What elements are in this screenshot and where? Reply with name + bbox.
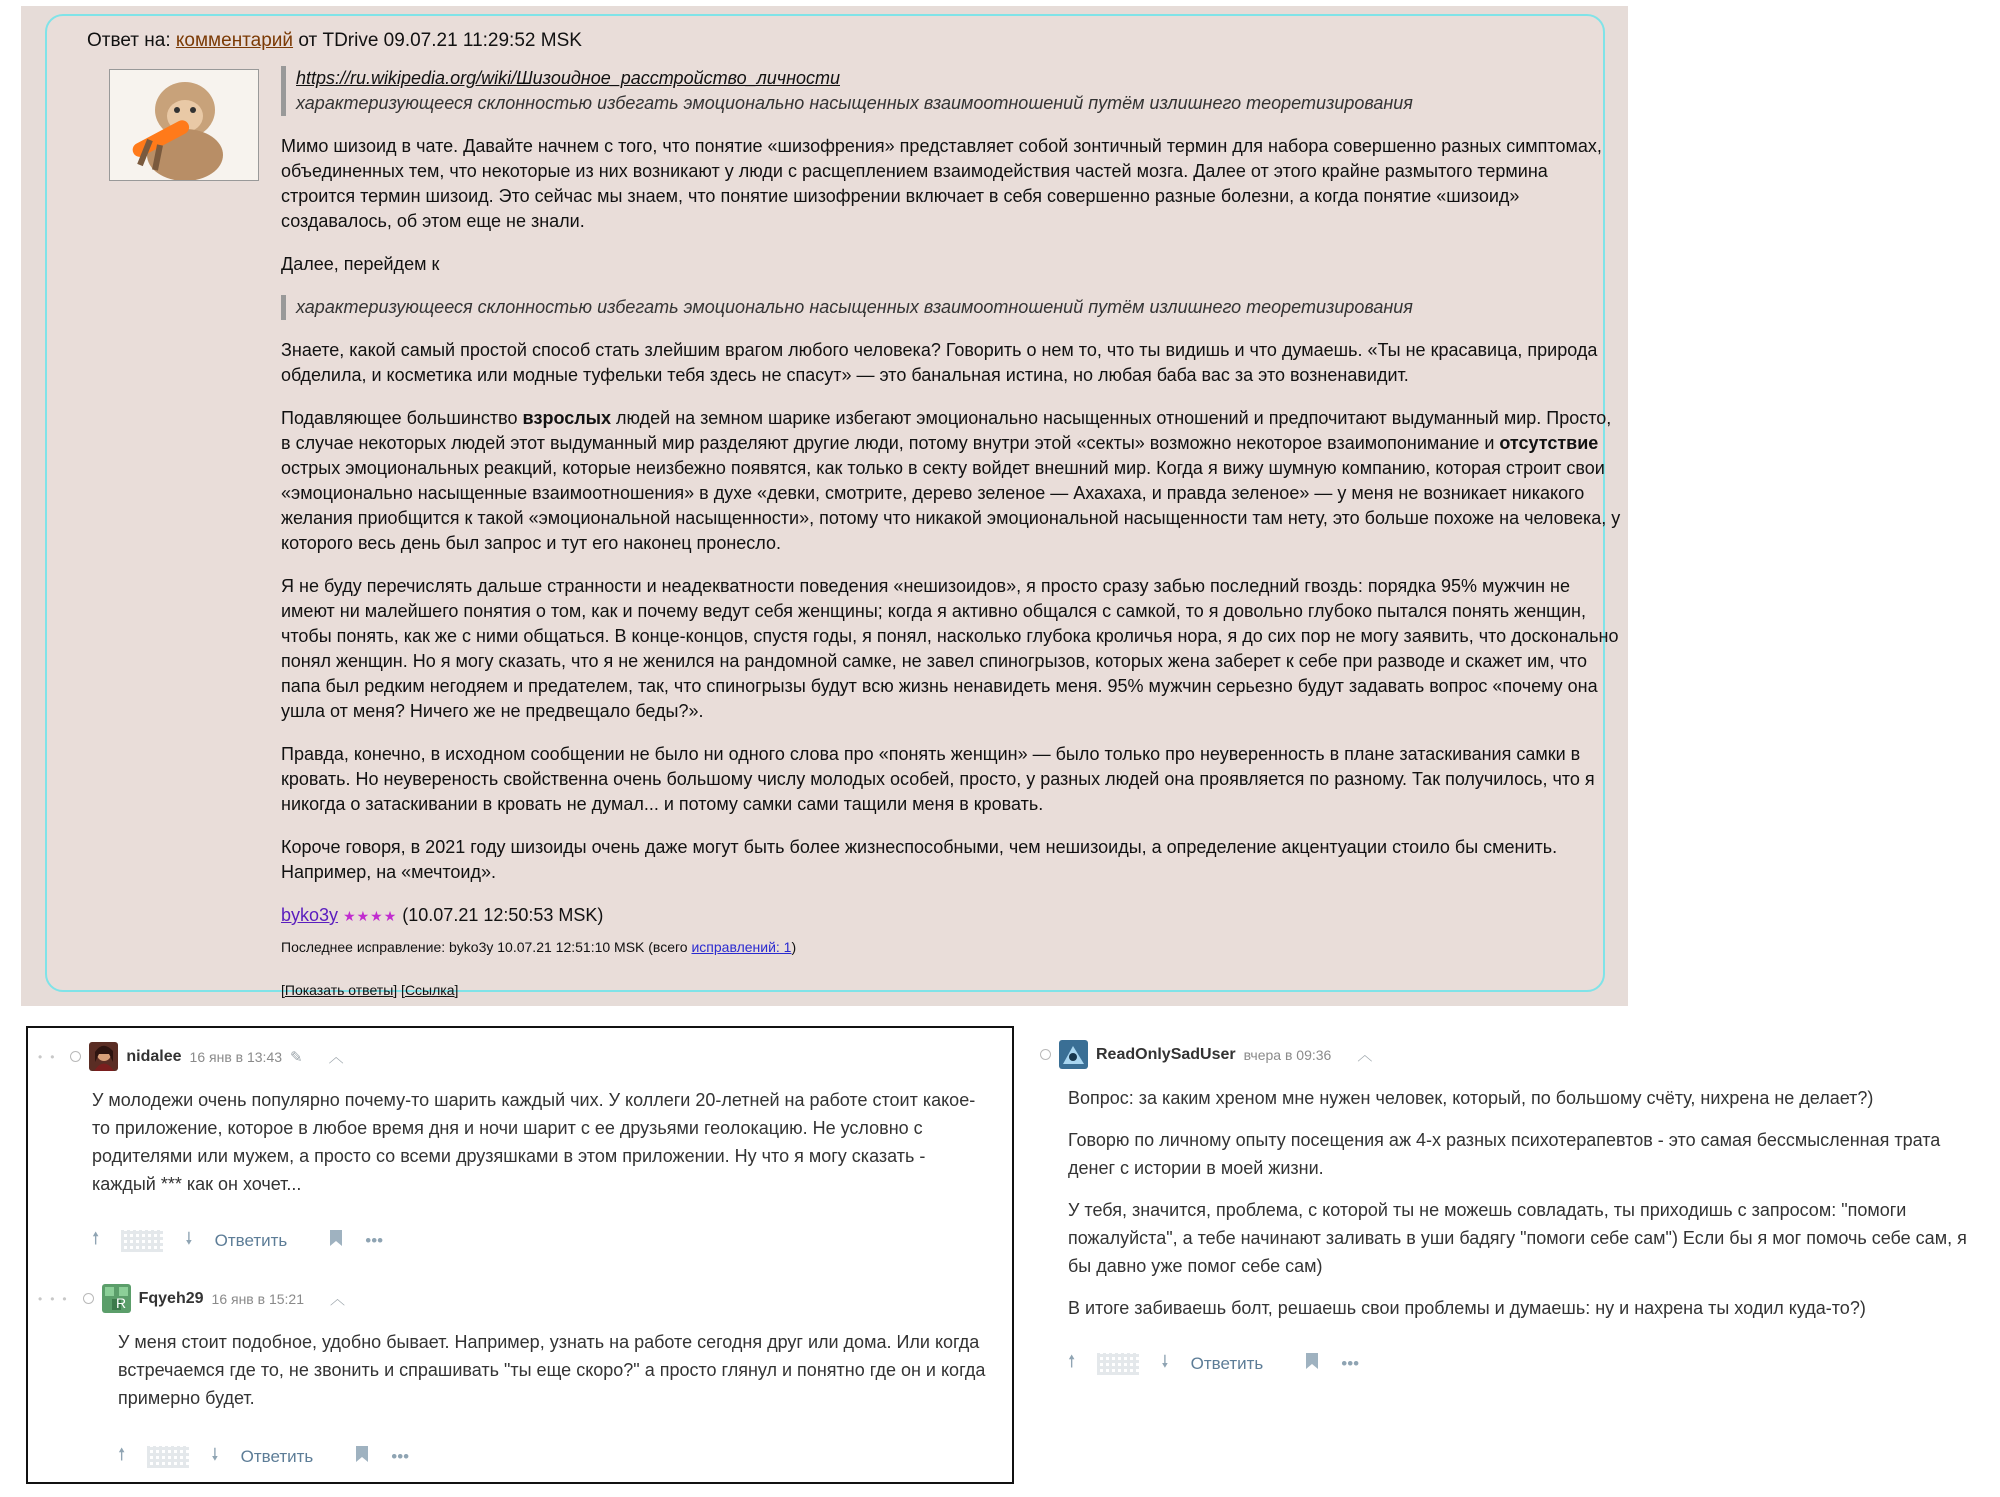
- p4-bold-1: взрослых: [522, 408, 612, 428]
- pencil-icon: ✎: [290, 1048, 303, 1066]
- p4-text-c: острых эмоциональных реакций, которые неизбежно появятся, как только в секту войдет внешний мир. Когда я вижу шумную компанию, которая строит свои «эмоционально насыщенные взаимоотношения» в духе «девки, смотрите, дерево зеленое — Ахахаха, и правда зеленое» — у меня не возникает никакого желания приобщится к такой «эмоциональной насыщенности», потому что никакой эмоциональной насыщенности там нету, это больше похоже на человека, у которого весь день был запрос и тут его наконец пронесло.: [281, 458, 1621, 553]
- reply-header: [87, 30, 582, 52]
- p4-text-a: Подавляющее большинство: [281, 408, 523, 428]
- avatar[interactable]: [89, 1042, 118, 1071]
- edits-link[interactable]: исправлений: 1: [691, 939, 792, 955]
- more-icon[interactable]: •••: [1341, 1353, 1360, 1373]
- right-p3: У тебя, значится, проблема, с которой ты не можешь совладать, ты приходишь с запросом: "помоги пожалуйста", а тебе начинают заливать в уши бадягу "помоги себе сам") Если бы я мог помочь себе сам, я бы давно уже помог себе сам): [1068, 1200, 1967, 1276]
- rating-hidden: [121, 1230, 163, 1252]
- lor-comment-background: [21, 6, 1628, 1006]
- arrow-down-icon[interactable]: 🠗: [185, 1229, 193, 1248]
- thread-ring-icon[interactable]: [83, 1293, 94, 1304]
- rating-hidden: [1097, 1353, 1139, 1375]
- right-comment-body: [1068, 1084, 1978, 1322]
- comment-1-user[interactable]: nidalee: [126, 1047, 182, 1065]
- comment-1-time[interactable]: 16 янв в 13:43: [189, 1048, 283, 1065]
- bookmark-icon[interactable]: [1305, 1352, 1319, 1375]
- right-p1: Вопрос: за каким хреном мне нужен человек, который, по большому счёту, нихрена не делает?): [1068, 1088, 1874, 1108]
- paragraph-4: [281, 406, 1621, 556]
- paragraph-1: Мимо шизоид в чате. Давайте начнем с того, что понятие «шизофрения» представляет собой зонтичный термин для набора совершенно разных симптомах, объединенных тем, что некоторые из них возникают у люди с расщеплением взаимодействия частей мозга. Далее от этого крайне размытого термина строится термин шизоид. Это сейчас мы знаем, что понятие шизофрении включает в себя совершенно разные болезни, а когда понятие «шизоид» создавалось, об этом еще не знали.: [281, 136, 1602, 231]
- chevron-up-icon[interactable]: ︿: [328, 1049, 344, 1066]
- wiki-quote: [281, 66, 1621, 116]
- quote-text: характеризующееся склонностью избегать эмоционально насыщенных взаимоотношений путём излишнего теоретизирования: [296, 93, 1413, 113]
- habr-thread-left: [26, 1026, 1014, 1484]
- p4-bold-2: отсутствие: [1499, 433, 1599, 453]
- comment-1-header: [38, 1042, 344, 1071]
- more-icon[interactable]: •••: [365, 1230, 384, 1250]
- arrow-down-icon[interactable]: 🠗: [1161, 1352, 1169, 1371]
- thread-ring-icon[interactable]: [1040, 1049, 1051, 1060]
- right-comment-time[interactable]: вчера в 09:36: [1243, 1046, 1332, 1063]
- comment-2-header: [38, 1284, 345, 1313]
- comment-2-user[interactable]: Fqyeh29: [138, 1289, 204, 1307]
- comment-2-time[interactable]: 16 янв в 15:21: [211, 1290, 304, 1307]
- arrow-up-icon[interactable]: 🠕: [1068, 1352, 1076, 1371]
- paragraph-6: Правда, конечно, в исходном сообщении не было ни одного слова про «понять женщин» — было только про неуверенность в плане затаскивания самки в кровать. Но неувереность свойственна очень большому числу молодых особей, просто, у разных людей она проявляется по разному. Так получилось, что я никогда о затаскивании в кровать не думал... и потому самки сами тащили меня в кровать.: [281, 744, 1595, 814]
- chevron-up-icon[interactable]: ︿: [1357, 1047, 1373, 1064]
- rating-hidden: [147, 1446, 189, 1468]
- comment-1-actions: [92, 1226, 383, 1255]
- user-avatar-icon: [1059, 1040, 1088, 1069]
- reply-button[interactable]: Ответить: [214, 1230, 288, 1250]
- arrow-down-icon[interactable]: 🠗: [211, 1445, 219, 1464]
- reply-button[interactable]: Ответить: [240, 1446, 314, 1466]
- author-time: (10.07.21 12:50:53 MSK): [402, 905, 604, 925]
- comment-1-text: У молодежи очень популярно почему-то шарить каждый чих. У коллеги 20-летней на работе стоит какое-то приложение, которое в любое время дня и ночи шарит с ее друзьями геолокацию. Не условно с родителями или мужем, а просто со всеми друзяшками в этом приложении. Ну что я могу сказать - каждый *** как он хочет...: [92, 1090, 976, 1194]
- user-avatar-icon: [102, 1284, 131, 1313]
- p4-text-b: людей на земном шарике избегают эмоционально насыщенных отношений и предпочитают выдуманный мир. Просто, в случае некоторых людей этот выдуманный мир разделяют другие люди, потому внутри этой «секты» возможно некоторое взаимопонимание и: [281, 408, 1612, 453]
- author-line: [281, 903, 1621, 929]
- edit-prefix: Последнее исправление: byko3y 10.07.21 12:51:10 MSK (всего: [281, 939, 692, 955]
- paragraph-7: Короче говоря, в 2021 году шизоиды очень даже могут быть более жизнеспособными, чем нешизоиды, а определение акцентуации стоило бы сменить. Например, на «мечтоид».: [281, 837, 1558, 882]
- svg-text:R: R: [115, 1295, 126, 1311]
- reply-suffix: от TDrive 09.07.21 11:29:52 MSK: [298, 30, 582, 51]
- chevron-up-icon[interactable]: ︿: [330, 1291, 346, 1308]
- show-replies-link[interactable]: Показать ответы: [284, 982, 394, 998]
- thread-dots-icon: •••: [38, 1291, 75, 1306]
- right-comment-user[interactable]: ReadOnlySadUser: [1096, 1045, 1236, 1063]
- reply-prefix: Ответ на:: [87, 30, 171, 51]
- edit-line: [281, 935, 1621, 960]
- comment-2-text: У меня стоит подобное, удобно бывает. Например, узнать на работе сегодня друг или дома. Или когда встречаемся где то, не звонить и спрашивать "ты еще скоро?" а просто глянул и понятно где он и когда примерно будет.: [118, 1332, 986, 1408]
- quote-2: [281, 295, 1621, 320]
- author-stars: ★★★★: [343, 908, 398, 924]
- monkey-avatar-icon: [110, 70, 259, 181]
- right-comment-actions: [1068, 1349, 1359, 1378]
- permalink-link[interactable]: Ссылка: [404, 982, 455, 998]
- wiki-link[interactable]: https://ru.wikipedia.org/wiki/Шизоидное_расстройство_личности: [296, 68, 840, 88]
- paragraph-5: Я не буду перечислять дальше странности и неадекватности поведения «нешизоидов», я просто сразу забью последний гвоздь: порядка 95% мужчин не имеют ни малейшего понятия о том, как и почему ведут себя женщины; когда я активно общался с самкой, то я довольно глубоко пытался понять женщин, чтобы понять, как же с ними общаться. В конце-концов, спустя годы, я понял, насколько глубока кроличья нора, я до сих пор не могу заявить, что досконально понял женщин. Но я могу сказать, что я не женился на рандомной самке, не завел спиногрызов, которых жена заберет к себе при разводе и скажет им, что папа был редким негодяем и предателем, так, что спиногрызы будут всю жизнь ненавидеть меня. 95% мужчин серьезно будут задавать вопрос «почему она ушла от меня? Ничего же не предвещало беды?».: [281, 576, 1619, 721]
- comment-body: [281, 66, 1621, 1003]
- right-p4: В итоге забиваешь болт, решаешь свои проблемы и думаешь: ну и нахрена ты ходил куда-то?): [1068, 1298, 1866, 1318]
- paragraph-3: Знаете, какой самый простой способ стать злейшим врагом любого человека? Говорить о нем то, что ты видишь и что думаешь. «Ты не красавица, природа обделила, и косметика или модные туфельки тебя здесь не спасут» — это банальная истина, но любая баба вас за это возненавидит.: [281, 340, 1598, 385]
- avatar[interactable]: [1059, 1040, 1088, 1069]
- reply-comment-link[interactable]: комментарий: [175, 30, 294, 51]
- avatar[interactable]: [102, 1284, 131, 1313]
- edit-suffix: ): [791, 939, 797, 955]
- author-avatar: [109, 69, 259, 181]
- bookmark-icon[interactable]: [329, 1229, 343, 1252]
- right-comment-header: [1040, 1040, 1372, 1069]
- quote-2-text: характеризующееся склонностью избегать эмоционально насыщенных взаимоотношений путём излишнего теоретизирования: [296, 297, 1413, 317]
- reply-button[interactable]: Ответить: [1190, 1353, 1264, 1373]
- user-avatar-icon: [89, 1042, 118, 1071]
- thread-dots-icon: ••: [38, 1049, 63, 1064]
- right-p2: Говорю по личному опыту посещения аж 4-х разных психотерапевтов - это самая бессмысленная трата денег с истории в моей жизни.: [1068, 1130, 1941, 1178]
- comment-2-actions: [118, 1442, 409, 1471]
- comment-links: [Показать ответы] [Ссылка]: [281, 982, 459, 998]
- author-link[interactable]: byko3y: [281, 905, 339, 925]
- thread-ring-icon[interactable]: [70, 1051, 81, 1062]
- paragraph-2: Далее, перейдем к: [281, 254, 440, 274]
- lor-comment-card: [45, 14, 1621, 998]
- arrow-up-icon[interactable]: 🠕: [92, 1229, 100, 1248]
- more-icon[interactable]: •••: [391, 1446, 410, 1466]
- arrow-up-icon[interactable]: 🠕: [118, 1445, 126, 1464]
- habr-comment-right: [1028, 1026, 1988, 1386]
- bookmark-icon[interactable]: [355, 1445, 369, 1468]
